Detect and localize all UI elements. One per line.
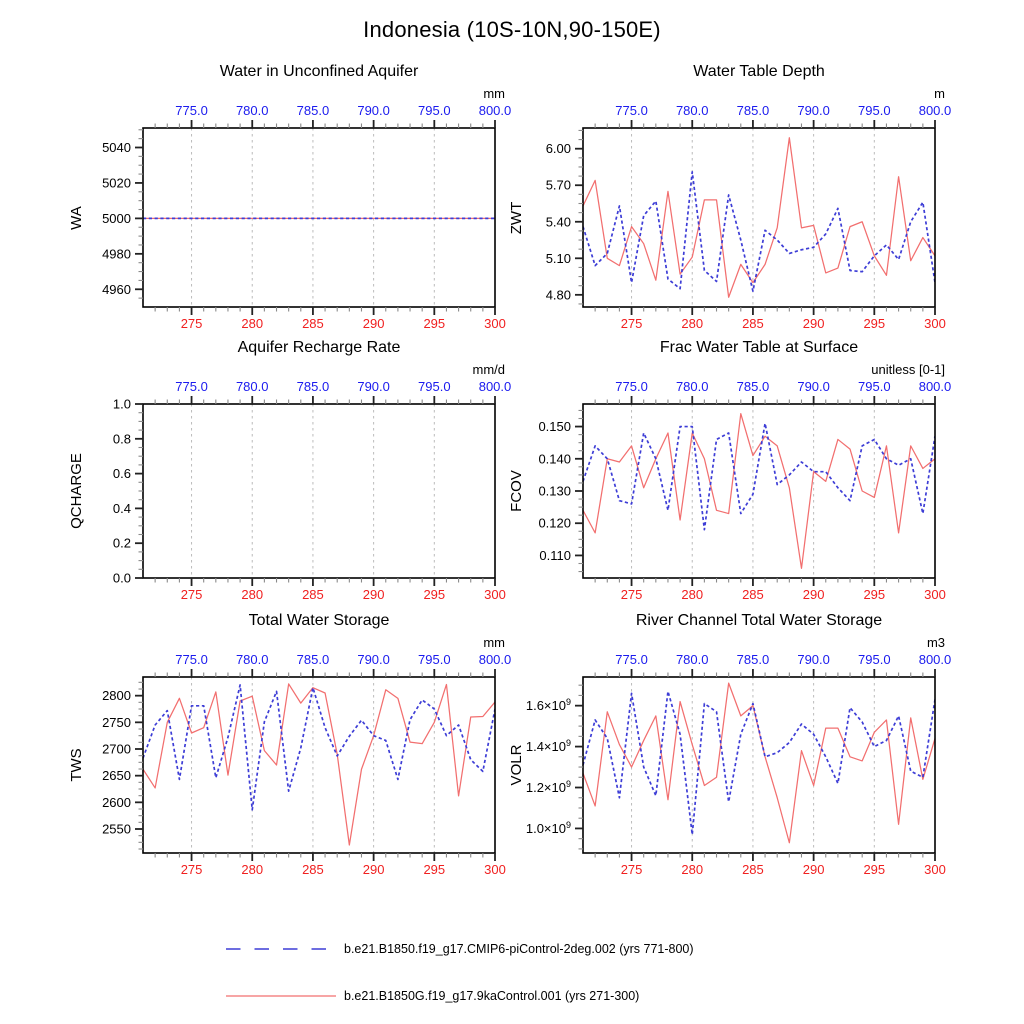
svg-text:280: 280	[241, 587, 264, 602]
svg-text:5.10: 5.10	[545, 250, 571, 266]
svg-text:780.0: 780.0	[675, 379, 709, 394]
svg-text:780.0: 780.0	[235, 103, 269, 118]
svg-text:795.0: 795.0	[418, 652, 451, 667]
plot-area-volr	[508, 615, 955, 887]
svg-text:280: 280	[241, 316, 264, 331]
svg-text:1.4×109: $1.4\times 10^9$	[525, 738, 571, 755]
svg-text:5000: 5000	[102, 210, 131, 226]
svg-text:295: 295	[423, 587, 446, 602]
plot-area-wa	[68, 66, 515, 341]
y-axis-label-zwt: ZWT	[508, 201, 525, 235]
svg-text:0.130: 0.130	[538, 483, 571, 499]
svg-text:795.0: 795.0	[858, 379, 891, 394]
legend-label-picontrol: b.e21.B1850.f19_g17.CMIP6-piControl-2deg.002 (yrs 771-800)	[344, 942, 694, 956]
unit-label-tws: mm	[483, 635, 505, 650]
svg-text:785.0: 785.0	[736, 652, 770, 667]
svg-text:775.0: 775.0	[175, 103, 208, 118]
svg-text:790.0: 790.0	[797, 379, 830, 394]
legend-line-sample-picontrol	[225, 944, 337, 954]
svg-text:795.0: 795.0	[858, 103, 891, 118]
plot-area-tws	[68, 615, 515, 887]
svg-text:300: 300	[924, 316, 946, 331]
svg-text:785.0: 785.0	[296, 379, 330, 394]
svg-text:280: 280	[681, 862, 704, 877]
svg-text:5040: 5040	[102, 139, 131, 155]
svg-text:285: 285	[302, 862, 324, 877]
svg-text:290: 290	[362, 587, 385, 602]
svg-text:785.0: 785.0	[736, 379, 770, 394]
svg-text:775.0: 775.0	[615, 652, 648, 667]
svg-text:295: 295	[863, 862, 886, 877]
svg-text:795.0: 795.0	[418, 103, 451, 118]
svg-text:280: 280	[681, 587, 704, 602]
svg-text:4960: 4960	[102, 281, 131, 297]
svg-text:300: 300	[484, 316, 506, 331]
svg-text:0.110: 0.110	[539, 547, 571, 563]
svg-text:275: 275	[180, 862, 203, 877]
svg-text:290: 290	[802, 587, 825, 602]
svg-text:0.6: 0.6	[112, 466, 131, 482]
svg-text:295: 295	[863, 587, 886, 602]
svg-text:290: 290	[802, 862, 825, 877]
svg-text:4980: 4980	[102, 246, 131, 262]
svg-text:2600: 2600	[102, 794, 131, 810]
y-axis-label-volr: VOLR	[508, 744, 525, 786]
svg-text:1.0×109: $1.0\times 10^9$	[525, 819, 571, 836]
svg-text:2550: 2550	[102, 821, 131, 837]
svg-text:290: 290	[802, 316, 825, 331]
panel-title-fcov: Frac Water Table at Surface	[659, 339, 859, 356]
svg-text:290: 290	[362, 316, 385, 331]
svg-text:780.0: 780.0	[235, 379, 269, 394]
svg-text:0.140: 0.140	[538, 451, 571, 467]
svg-text:800.0: 800.0	[918, 379, 952, 394]
svg-text:300: 300	[484, 862, 506, 877]
svg-text:790.0: 790.0	[357, 652, 390, 667]
svg-text:790.0: 790.0	[797, 652, 830, 667]
svg-text:780.0: 780.0	[675, 652, 709, 667]
svg-text:0.150: 0.150	[538, 419, 571, 435]
svg-text:280: 280	[681, 316, 704, 331]
svg-text:800.0: 800.0	[918, 652, 952, 667]
legend-line-sample-9kacontrol	[225, 991, 337, 1001]
svg-text:295: 295	[863, 316, 886, 331]
plot-area-fcov	[508, 342, 955, 612]
main-title: Indonesia (10S-10N,90-150E)	[363, 17, 661, 42]
svg-text:300: 300	[924, 862, 946, 877]
svg-text:290: 290	[362, 862, 385, 877]
svg-text:775.0: 775.0	[175, 379, 208, 394]
svg-text:300: 300	[924, 587, 946, 602]
svg-text:275: 275	[620, 316, 643, 331]
svg-text:285: 285	[742, 587, 764, 602]
unit-label-wa: mm	[483, 86, 505, 101]
svg-text:5.70: 5.70	[545, 177, 571, 193]
y-axis-label-qcharge: QCHARGE	[68, 453, 85, 529]
svg-text:775.0: 775.0	[615, 103, 648, 118]
svg-text:300: 300	[484, 587, 506, 602]
svg-text:275: 275	[620, 862, 643, 877]
svg-text:790.0: 790.0	[357, 103, 390, 118]
svg-text:785.0: 785.0	[736, 103, 770, 118]
svg-text:2700: 2700	[102, 741, 131, 757]
svg-text:1.0: 1.0	[112, 396, 131, 412]
svg-text:0.4: 0.4	[112, 500, 131, 516]
svg-text:785.0: 785.0	[296, 652, 330, 667]
y-axis-label-tws: TWS	[68, 748, 85, 782]
svg-text:0.0: 0.0	[112, 570, 131, 586]
svg-text:275: 275	[180, 587, 203, 602]
panel-title-volr: River Channel Total Water Storage	[635, 612, 883, 629]
svg-text:800.0: 800.0	[478, 379, 512, 394]
svg-text:775.0: 775.0	[175, 652, 208, 667]
panel-title-zwt: Water Table Depth	[693, 63, 825, 80]
y-axis-label-fcov: FCOV	[508, 470, 525, 512]
svg-text:795.0: 795.0	[858, 652, 891, 667]
svg-text:285: 285	[742, 316, 764, 331]
unit-label-qcharge: mm/d	[472, 362, 505, 377]
panel-title-tws: Total Water Storage	[248, 612, 390, 629]
svg-text:790.0: 790.0	[797, 103, 830, 118]
svg-text:285: 285	[302, 587, 324, 602]
svg-text:1.2×109: $1.2\times 10^9$	[525, 779, 571, 796]
svg-text:5020: 5020	[102, 175, 131, 191]
svg-text:2800: 2800	[102, 688, 131, 704]
svg-text:0.120: 0.120	[538, 515, 571, 531]
svg-text:2650: 2650	[102, 768, 131, 784]
svg-text:790.0: 790.0	[357, 379, 390, 394]
legend-label-9kacontrol: b.e21.B1850G.f19_g17.9kaControl.001 (yrs 271-300)	[344, 989, 640, 1003]
y-axis-label-wa: WA	[68, 206, 85, 230]
svg-text:785.0: 785.0	[296, 103, 330, 118]
svg-text:275: 275	[620, 587, 643, 602]
svg-text:275: 275	[180, 316, 203, 331]
svg-text:0.8: 0.8	[112, 431, 131, 447]
svg-text:2750: 2750	[102, 714, 131, 730]
svg-text:295: 295	[423, 316, 446, 331]
svg-text:5.40: 5.40	[545, 214, 571, 230]
svg-text:285: 285	[742, 862, 764, 877]
plot-area-zwt	[508, 66, 955, 341]
svg-text:295: 295	[423, 862, 446, 877]
panel-title-wa: Water in Unconfined Aquifer	[219, 63, 419, 80]
svg-text:0.2: 0.2	[112, 535, 131, 551]
svg-text:800.0: 800.0	[918, 103, 952, 118]
svg-text:285: 285	[302, 316, 324, 331]
svg-text:800.0: 800.0	[478, 652, 512, 667]
svg-text:780.0: 780.0	[235, 652, 269, 667]
unit-label-volr: m3	[926, 635, 945, 650]
unit-label-zwt: m	[934, 86, 945, 101]
plot-area-qcharge	[68, 342, 515, 612]
svg-text:1.6×109: $1.6\times 10^9$	[525, 697, 571, 714]
svg-text:800.0: 800.0	[478, 103, 512, 118]
svg-text:280: 280	[241, 862, 264, 877]
svg-text:4.80: 4.80	[545, 287, 571, 303]
svg-text:775.0: 775.0	[615, 379, 648, 394]
svg-text:780.0: 780.0	[675, 103, 709, 118]
svg-text:6.00: 6.00	[545, 141, 571, 157]
panel-title-qcharge: Aquifer Recharge Rate	[237, 339, 401, 356]
svg-text:795.0: 795.0	[418, 379, 451, 394]
unit-label-fcov: unitless [0-1]	[871, 362, 945, 377]
